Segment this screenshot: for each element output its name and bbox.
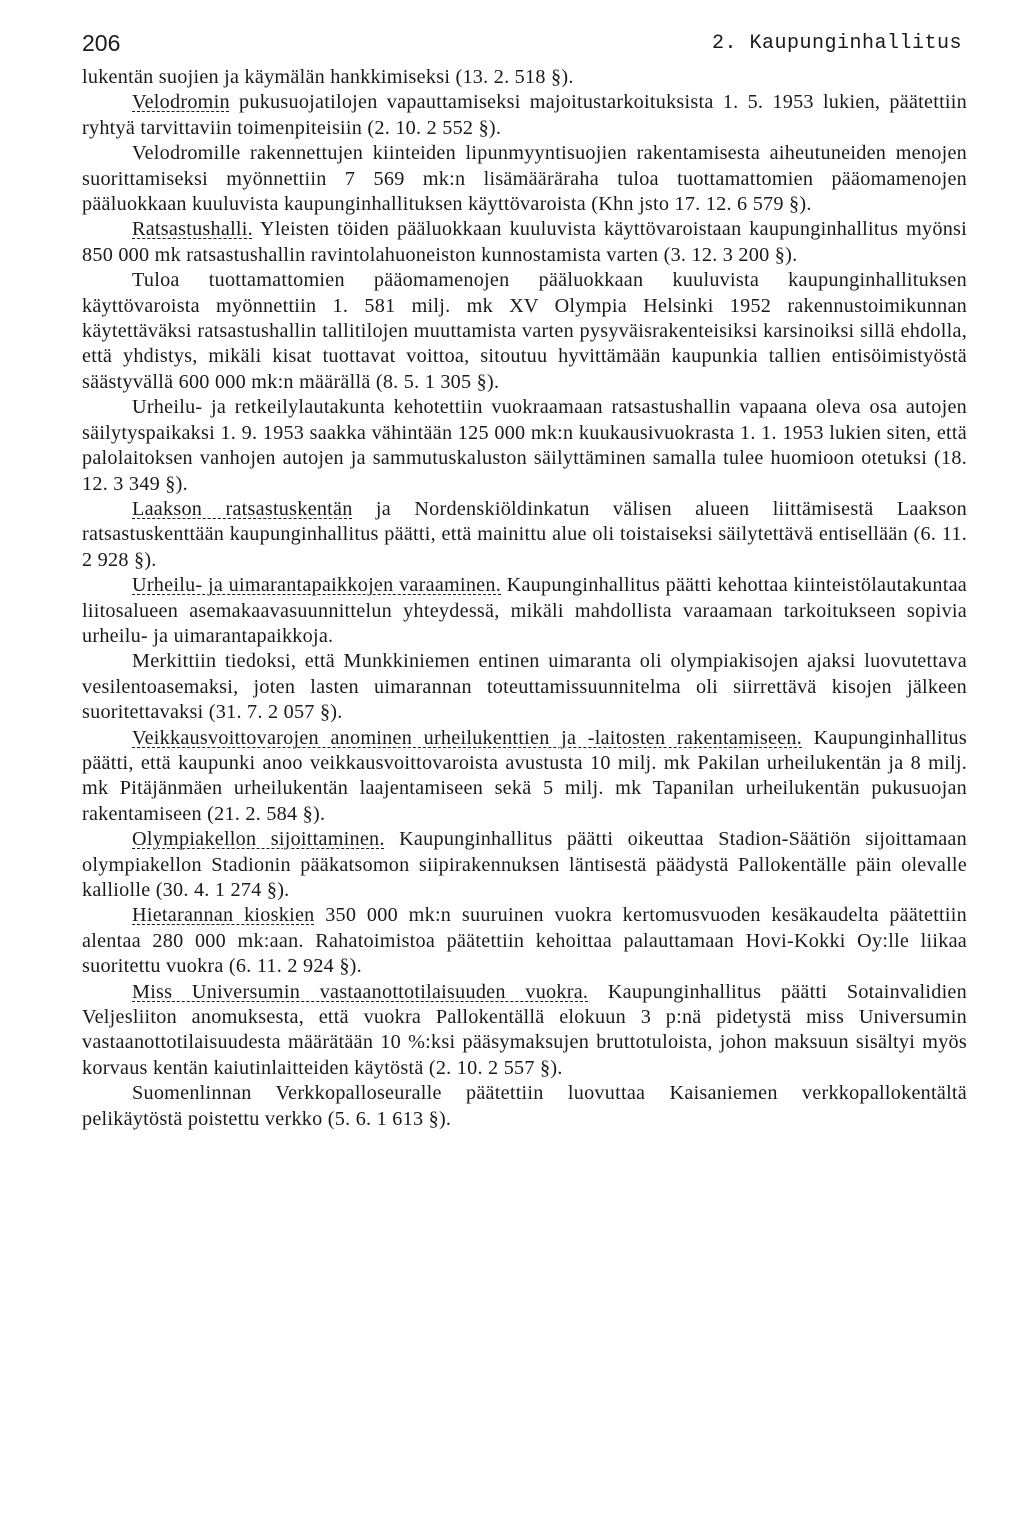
paragraph: [82, 649, 967, 725]
paragraph: [82, 217, 967, 268]
paragraph: [82, 497, 967, 573]
paragraph: [82, 827, 967, 903]
paragraph: [82, 903, 967, 979]
paragraph: [82, 90, 967, 141]
paragraph-text: Urheilu- ja retkeilylautakunta kehotettiin vuokraamaan ratsastushallin vapaana oleva osa autojen säilytyspaikaksi 1. 9. 1953 saakka vähintään 125 000 mk:n kuukausivuokrasta 1. 1. 1953 lukien siten, että palolaitoksen vanhojen autojen ja sammutuskaluston säilyttäminen samalla tulee huomioon otetuksi (18. 12. 3 349 §).: [82, 396, 967, 495]
paragraph-text: Kaupunginhallitus päätti, että kaupunki anoo veikkausvoittovaroista avustusta 10 milj. mk Pakilan urheilukentän ja 8 milj. mk Pitäjänmäen urheilukentän laajentamiseen sekä 5 milj. mk Tapanilan urheilukentän pukusuojan rakentamiseen (21. 2. 584 §).: [82, 726, 967, 825]
paragraph: [82, 65, 967, 90]
paragraph: [82, 268, 967, 395]
paragraph: [82, 726, 967, 828]
paragraph-text: Velodromille rakennettujen kiinteiden lipunmyyntisuojien rakentamisesta aiheutuneiden menojen suorittamiseksi myönnettiin 7 569 mk:n lisämääräraha tuloa tuottamattomien pääomamenojen pääluokkaan kuuluvista kaupunginhallituksen käyttövaroista (Khn jsto 17. 12. 6 579 §).: [82, 142, 967, 216]
page-header: [82, 30, 962, 60]
paragraph-heading: Miss Universumin vastaanottotilaisuuden vuokra.: [132, 980, 589, 1003]
paragraph-text: Tuloa tuottamattomien pääomamenojen pääluokkaan kuuluvista kaupunginhallituksen käyttövaroista myönnettiin 1. 581 milj. mk XV Olympia Helsinki 1952 rakennustoimikunnan käytettäväksi ratsastushallin tallitilojen muuttamista varten pysyväisrakenteisiksi karsinoiksi sillä ehdolla, että yhdistys, mikäli kisat tuottavat voittoa, sitoutuu hyvittämään kaupunkia tallien entisöimistyöstä säästyvällä 600 000 mk:n määrällä (8. 5. 1 305 §).: [82, 269, 967, 393]
paragraph-text: lukentän suojien ja käymälän hankkimiseksi (13. 2. 518 §).: [82, 66, 574, 88]
paragraph-text: pukusuojatilojen vapauttamiseksi majoitustarkoituksista 1. 5. 1953 lukien, päätettiin ryhtyä tarvittaviin toimenpiteisiin (2. 10. 2 552 §).: [82, 91, 967, 139]
paragraph-heading: Velodromin: [132, 91, 230, 114]
paragraph-text: Suomenlinnan Verkkopalloseuralle päätettiin luovuttaa Kaisaniemen verkkopallokentältä pelikäytöstä poistettu verkko (5. 6. 1 613 §).: [82, 1082, 967, 1130]
paragraph-text: Kaupunginhallitus päätti kehottaa kiinteistölautakuntaa liitosalueen asemakaavasuunnittelun yhteydessä, mikäli mahdollista varaamaan tarkoitukseen sopivia urheilu- ja uimarantapaikkoja.: [82, 574, 967, 647]
paragraph-heading: Laakson ratsastuskentän: [132, 497, 353, 520]
paragraph-text: Kaupunginhallitus päätti Sotainvalidien Veljesliiton anomuksesta, että vuokra Pallokentällä elokuun 3 p:nä pidetystä miss Universumin vastaanottotilaisuudesta määrätään 10 %:ksi pääsymaksujen bruttotuloista, johon maksuun sisältyi myös korvaus kentän kaiutinlaitteiden käytöstä (2. 10. 2 557 §).: [82, 980, 967, 1079]
paragraph: [82, 1081, 967, 1132]
paragraph-heading: Olympiakellon sijoittaminen.: [132, 828, 385, 851]
paragraph-text: 350 000 mk:n suuruinen vuokra kertomusvuoden kesäkaudelta päätettiin alentaa 280 000 mk:aan. Rahatoimistoa päätettiin kehoittaa palauttamaan Hovi-Kokki Oy:lle liikaa suoritettu vuokra (6. 11. 2 924 §).: [82, 904, 967, 978]
running-head: 2. Kaupunginhallitus: [711, 32, 962, 55]
page-number: 206: [82, 30, 121, 56]
paragraph-text: Merkittiin tiedoksi, että Munkkiniemen entinen uimaranta oli olympiakisojen ajaksi luovutettava vesilentoasemaksi, joten lasten uimarannan toteuttamissuunnitelma oli siirrettävä kisojen jälkeen suoritettavaksi (31. 7. 2 057 §).: [82, 650, 967, 724]
paragraph-heading: Ratsastushalli.: [132, 218, 253, 241]
paragraph: [82, 395, 967, 497]
paragraph-heading: Urheilu- ja uimarantapaikkojen varaaminen.: [132, 574, 502, 597]
paragraph: [82, 141, 967, 217]
document-body: [82, 65, 967, 1132]
paragraph: [82, 573, 967, 649]
paragraph-text: Yleisten töiden pääluokkaan kuuluvista käyttövaroistaan kaupunginhallitus myönsi 850 000 mk ratsastushallin ravintolahuoneiston kunnostamista varten (3. 12. 3 200 §).: [82, 218, 967, 266]
paragraph-heading: Veikkausvoittovarojen anominen urheilukenttien ja -laitosten rakentamiseen.: [132, 726, 803, 749]
paragraph-heading: Hietarannan kioskien: [132, 904, 315, 927]
paragraph: [82, 980, 967, 1082]
paragraph-text: ja Nordenskiöldinkatun välisen alueen liittämisestä Laakson ratsastuskenttään kaupunginhallitus päätti, että mainittu alue oli toistaiseksi säilytettävä entisellään (6. 11. 2 928 §).: [82, 497, 967, 571]
paragraph-text: Kaupunginhallitus päätti oikeuttaa Stadion-Säätiön sijoittamaan olympiakellon Stadionin pääkatsomon siipirakennuksen läntisestä päädystä Pallokentälle päin olevalle kalliolle (30. 4. 1 274 §).: [82, 828, 967, 901]
